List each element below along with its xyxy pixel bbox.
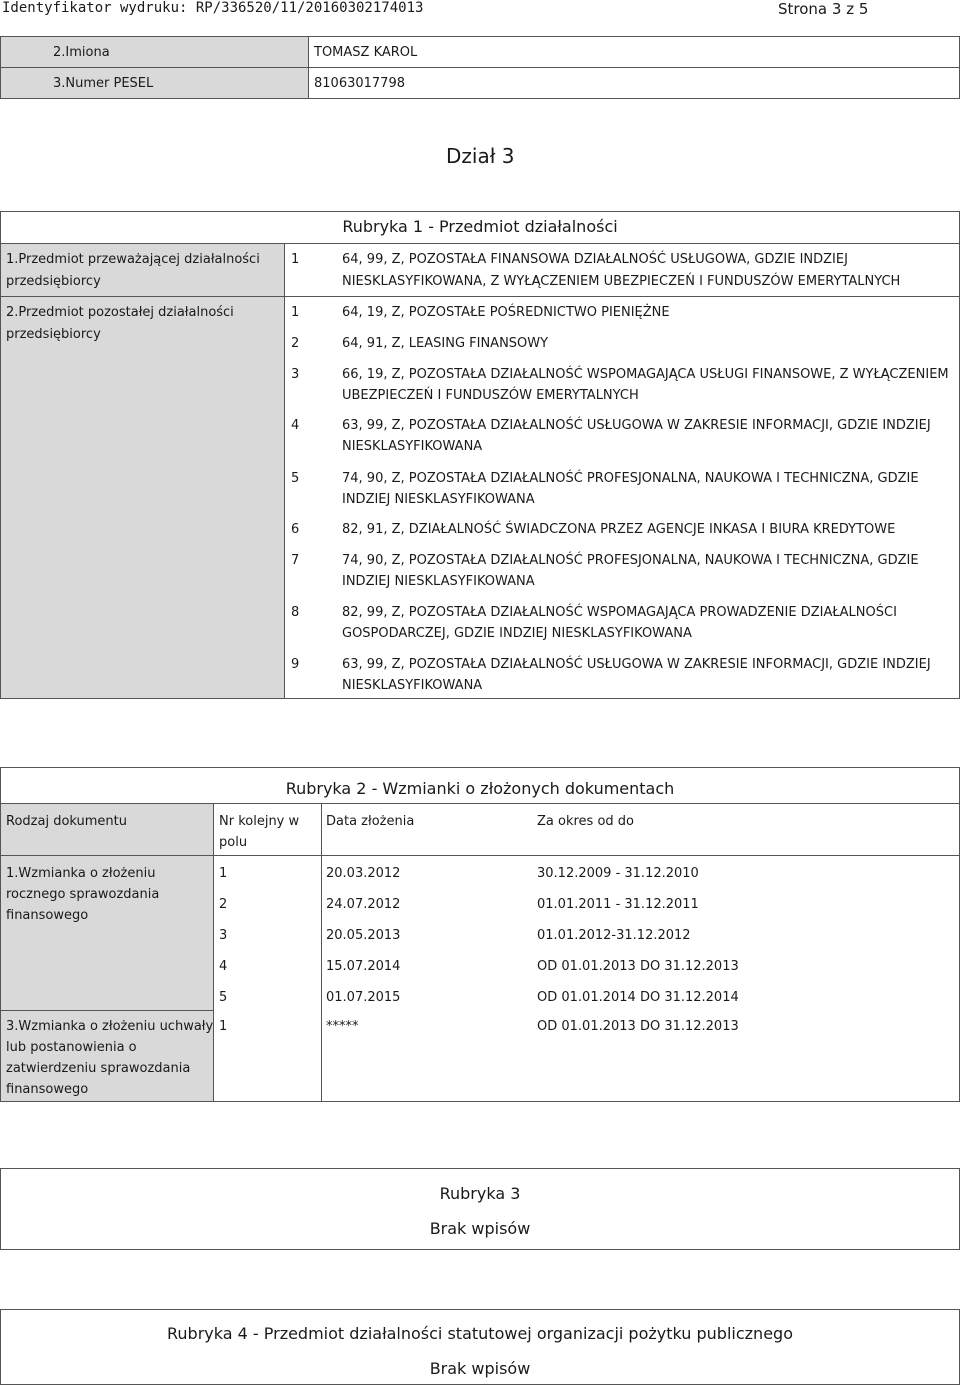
pesel-value: 81063017798 [314,76,405,91]
names-label: 2.Imiona [53,45,110,60]
other-item-line2: GOSPODARCZEJ, GDZIE INDZIEJ NIESKLASYFIKOWANA [342,626,692,641]
group2-label-line: lub postanowienia o [6,1040,137,1055]
other-item-line1: 64, 91, Z, LEASING FINANSOWY [342,336,549,351]
other-item-line1: 63, 99, Z, POZOSTAŁA DZIAŁALNOŚĆ USŁUGOWA W ZAKRESIE INFORMACJI, GDZIE INDZIEJ [342,657,931,672]
doc-row-date: 24.07.2012 [326,897,401,912]
doc-row-period: OD 01.01.2014 DO 31.12.2014 [537,990,739,1005]
rubryka1-title: Rubryka 1 - Przedmiot działalności [342,217,618,236]
other-item-line2: INDZIEJ NIESKLASYFIKOWANA [342,492,535,507]
other-item-line2: UBEZPIECZEŃ I FUNDUSZÓW EMERYTALNYCH [342,388,639,403]
other-item-line2: NIESKLASYFIKOWANA [342,439,483,454]
other-item-num: 7 [291,553,300,568]
rubryka2-box [0,767,960,1102]
other-item-num: 4 [291,418,300,433]
print-identifier: Identyfikator wydruku: RP/336520/11/20160302174013 [2,0,424,16]
doc-row-num: 4 [219,959,228,974]
other-activity-label: 2.Przedmiot pozostałej działalności [6,305,234,320]
doc-row-num: 1 [219,866,228,881]
doc-row-num: 3 [219,928,228,943]
other-item-num: 2 [291,336,300,351]
group1-label-line: rocznego sprawozdania [6,887,160,902]
other-item-num: 6 [291,522,300,537]
group1-label-line: finansowego [6,908,89,923]
doc-row-period: OD 01.01.2013 DO 31.12.2013 [537,959,739,974]
other-item-line1: 74, 90, Z, POZOSTAŁA DZIAŁALNOŚĆ PROFESJONALNA, NAUKOWA I TECHNICZNA, GDZIE [342,553,919,568]
group2-label-line: 3.Wzmianka o złożeniu uchwały [6,1019,214,1034]
main-activity-label: 1.Przedmiot przeważającej działalności [6,252,260,267]
main-item-num: 1 [291,252,300,267]
other-item-line1: 63, 99, Z, POZOSTAŁA DZIAŁALNOŚĆ USŁUGOWA W ZAKRESIE INFORMACJI, GDZIE INDZIEJ [342,418,931,433]
doc-row-num: 2 [219,897,228,912]
pesel-label: 3.Numer PESEL [53,76,154,91]
col-date: Data złożenia [326,814,415,829]
other-item-line1: 74, 90, Z, POZOSTAŁA DZIAŁALNOŚĆ PROFESJONALNA, NAUKOWA I TECHNICZNA, GDZIE [342,471,919,486]
other-item-num: 8 [291,605,300,620]
doc-row-date: 15.07.2014 [326,959,401,974]
doc-row-period: 01.01.2012-31.12.2012 [537,928,691,943]
section-title: Dział 3 [446,144,515,168]
other-item-num: 5 [291,471,300,486]
other-item-line1: 64, 19, Z, POZOSTAŁE POŚREDNICTWO PIENIĘŻNE [342,305,670,320]
doc-row-period: 01.01.2011 - 31.12.2011 [537,897,699,912]
rubryka4-box [0,1309,960,1385]
doc-row-period: OD 01.01.2013 DO 31.12.2013 [537,1019,739,1034]
col-doc-type: Rodzaj dokumentu [6,814,127,829]
rubryka4-title: Rubryka 4 - Przedmiot działalności statutowej organizacji pożytku publicznego [167,1324,793,1343]
other-item-line1: 66, 19, Z, POZOSTAŁA DZIAŁALNOŚĆ WSPOMAGAJĄCA USŁUGI FINANSOWE, Z WYŁĄCZENIEM [342,367,949,382]
page-number: Strona 3 z 5 [778,0,869,18]
group2-label-line: zatwierdzeniu sprawozdania [6,1061,191,1076]
group1-label-line: 1.Wzmianka o złożeniu [6,866,156,881]
other-activity-label-2: przedsiębiorcy [6,327,101,342]
other-item-num: 9 [291,657,300,672]
doc-row-num: 1 [219,1019,228,1034]
other-item-line1: 82, 99, Z, POZOSTAŁA DZIAŁALNOŚĆ WSPOMAGAJĄCA PROWADZENIE DZIAŁALNOŚCI [342,605,897,620]
main-item-line1: 64, 99, Z, POZOSTAŁA FINANSOWA DZIAŁALNOŚĆ USŁUGOWA, GDZIE INDZIEJ [342,252,848,267]
doc-row-date: ***** [326,1019,359,1034]
rubryka2-title: Rubryka 2 - Wzmianki o złożonych dokumentach [285,779,675,798]
doc-row-num: 5 [219,990,228,1005]
other-item-line2: INDZIEJ NIESKLASYFIKOWANA [342,574,535,589]
other-item-num: 1 [291,305,300,320]
doc-row-date: 20.05.2013 [326,928,401,943]
person-box [0,36,960,99]
rubryka3-title: Rubryka 3 [439,1184,521,1203]
names-value: TOMASZ KAROL [314,45,418,60]
other-item-num: 3 [291,367,300,382]
rubryka3-value: Brak wpisów [429,1219,531,1238]
rubryka3-box [0,1168,960,1250]
rubryka1-box [0,211,960,699]
doc-row-date: 20.03.2012 [326,866,401,881]
rubryka4-value: Brak wpisów [429,1359,531,1378]
doc-row-date: 01.07.2015 [326,990,401,1005]
main-activity-label-2: przedsiębiorcy [6,274,101,289]
col-number-2: polu [219,835,248,850]
other-item-line2: NIESKLASYFIKOWANA [342,678,483,693]
col-number: Nr kolejny w [219,814,300,829]
other-item-line1: 82, 91, Z, DZIAŁALNOŚĆ ŚWIADCZONA PRZEZ AGENCJE INKASA I BIURA KREDYTOWE [342,522,896,537]
main-item-line2: NIESKLASYFIKOWANA, Z WYŁĄCZENIEM UBEZPIECZEŃ I FUNDUSZÓW EMERYTALNYCH [342,274,901,289]
col-period: Za okres od do [537,814,634,829]
doc-row-period: 30.12.2009 - 31.12.2010 [537,866,699,881]
group2-label-line: finansowego [6,1082,89,1097]
